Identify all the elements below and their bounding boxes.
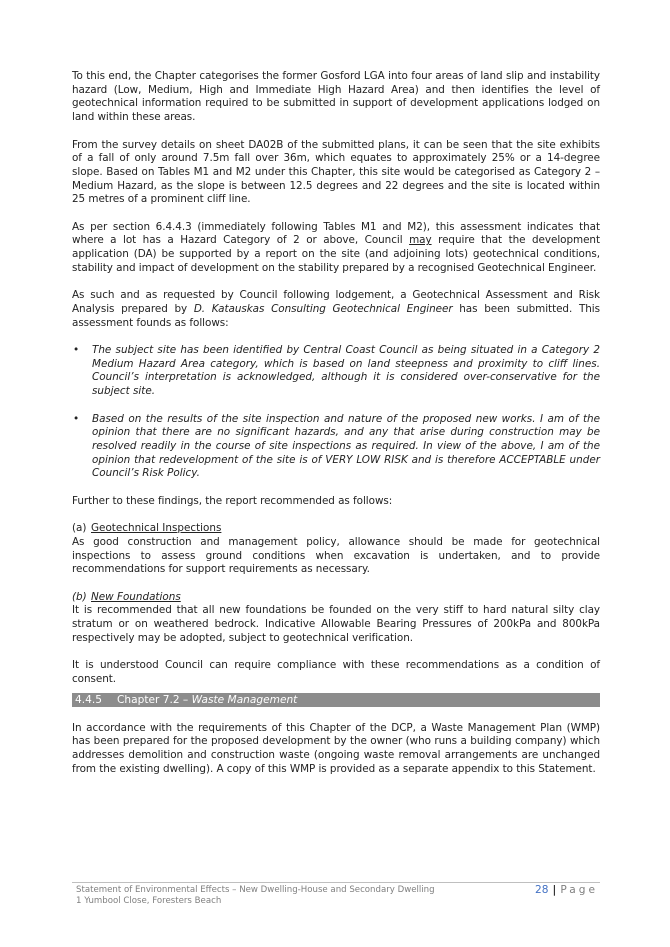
section-title: Chapter 7.2 – [117, 693, 192, 706]
findings-list [72, 344, 600, 481]
paragraph-recommendations: Further to these findings, the report recommended as follows: [72, 494, 393, 507]
subheading-geotechnical-inspections [72, 522, 600, 536]
paragraph-text: has been submitted. This assessment founds as follows: [72, 302, 600, 329]
document-body [72, 70, 600, 776]
subheading-title: Geotechnical Inspections [91, 522, 222, 535]
footer-document-info [76, 885, 435, 907]
paragraph-inspections: As good construction and management policy, allowance should be made for geotechnical inspections to assess ground conditions when excavation is undertaken, and to provide recommendations for support requirements as necessary. [72, 535, 600, 576]
consultant-name: D. Katauskas Consulting Geotechnical Engineer [193, 302, 453, 315]
page-number: 28 [534, 884, 549, 896]
bullet-text: Based on the results of the site inspection and nature of the proposed new works. I am of the opinion that there are no significant hazards, and any that arise during construction may be resolved readily in the course of site inspections as required. In view of the above, I am of the opinion that redevelopment of the site is of VERY LOW RISK and is therefore ACCEPTABLE under Council’s Risk Policy. [92, 412, 600, 480]
paragraph-text: As per section 6.4.4.3 (immediately following Tables M1 and M2), this assessment indicates that where a lot has a Hazard Category of 2 or above, Council [72, 220, 600, 247]
paragraph-section-6443 [72, 221, 600, 276]
underlined-may: may [409, 234, 432, 247]
bullet-text: The subject site has been identified by Central Coast Council as being situated in a Category 2 Medium Hazard Area category, which is based on land steepness and proximity to cliff lines. Council’s interpretation is acknowledged, although it is considered over-conservative for the subject site. [92, 344, 600, 398]
section-heading-bar [72, 693, 600, 707]
paragraph-assessment [72, 289, 600, 330]
paragraph-waste-management: In accordance with the requirements of this Chapter of the DCP, a Waste Management Plan (WMP) has been prepared for the proposed development by the owner (who runs a building company) which addresses demolition and construction waste (ongoing waste removal arrangements are unchanged from the existing dwelling). A copy of this WMP is provided as a separate appendix to this Statement. [72, 721, 600, 775]
footer-address: 1 Yumbool Close, Foresters Beach [76, 896, 222, 906]
paragraph-text: As such and as requested by Council following lodgement, a Geotechnical Assessment and Risk Analysis prepared by [72, 289, 600, 315]
section-title-italic: Waste Management [191, 693, 298, 706]
footer-title: Statement of Environmental Effects – New Dwelling-House and Secondary Dwelling [76, 885, 435, 895]
list-item [72, 344, 600, 399]
list-item [72, 413, 600, 482]
paragraph-survey: From the survey details on sheet DA02B of the submitted plans, it can be seen that the site exhibits of a fall of only around 7.5m fall over 36m, which equates to approximately 25% or a 14-degree slope. Based on Tables M1 and M2 under this Chapter, this site would be categorised as Category 2 – Medium Hazard, as the slope is between 12.5 degrees and 22 degrees and the site is located within 25 metres of a prominent cliff line. [72, 138, 600, 206]
paragraph-intro: To this end, the Chapter categorises the former Gosford LGA into four areas of land slip and instability hazard (Low, Medium, High and Immediate High Hazard Area) and then identifies the level of geotechnical information required to be submitted in support of development applications lodged on land within these areas. [72, 70, 600, 124]
bullet-icon: • [73, 344, 80, 356]
bullet-icon: • [73, 412, 80, 425]
paragraph-foundations: It is recommended that all new foundations be founded on the very stiff to hard natural silty clay stratum or on weathered bedrock. Indicative Allowable Bearing Pressures of 200kPa and 800kPa respectively may be adopted, subject to geotechnical verification. [72, 604, 600, 644]
footer-divider [72, 882, 600, 883]
section-number: 4.4.5 [75, 693, 102, 706]
subheading-label: (a) [72, 522, 87, 535]
page-separator: | [552, 884, 557, 896]
subheading-new-foundations [72, 591, 600, 605]
paragraph-text: require that the development application (DA) be supported by a report on the site (and adjoining lots) geotechnical conditions, stability and impact of development on the stability prepared by a recognised Geotechnical Engineer. [72, 234, 600, 274]
footer-page-info [535, 884, 598, 896]
page-word: Page [560, 884, 598, 896]
paragraph-compliance: It is understood Council can require compliance with these recommendations as a condition of consent. [72, 659, 600, 685]
subheading-title: New Foundations [91, 590, 181, 603]
subheading-label: (b) [72, 590, 87, 603]
